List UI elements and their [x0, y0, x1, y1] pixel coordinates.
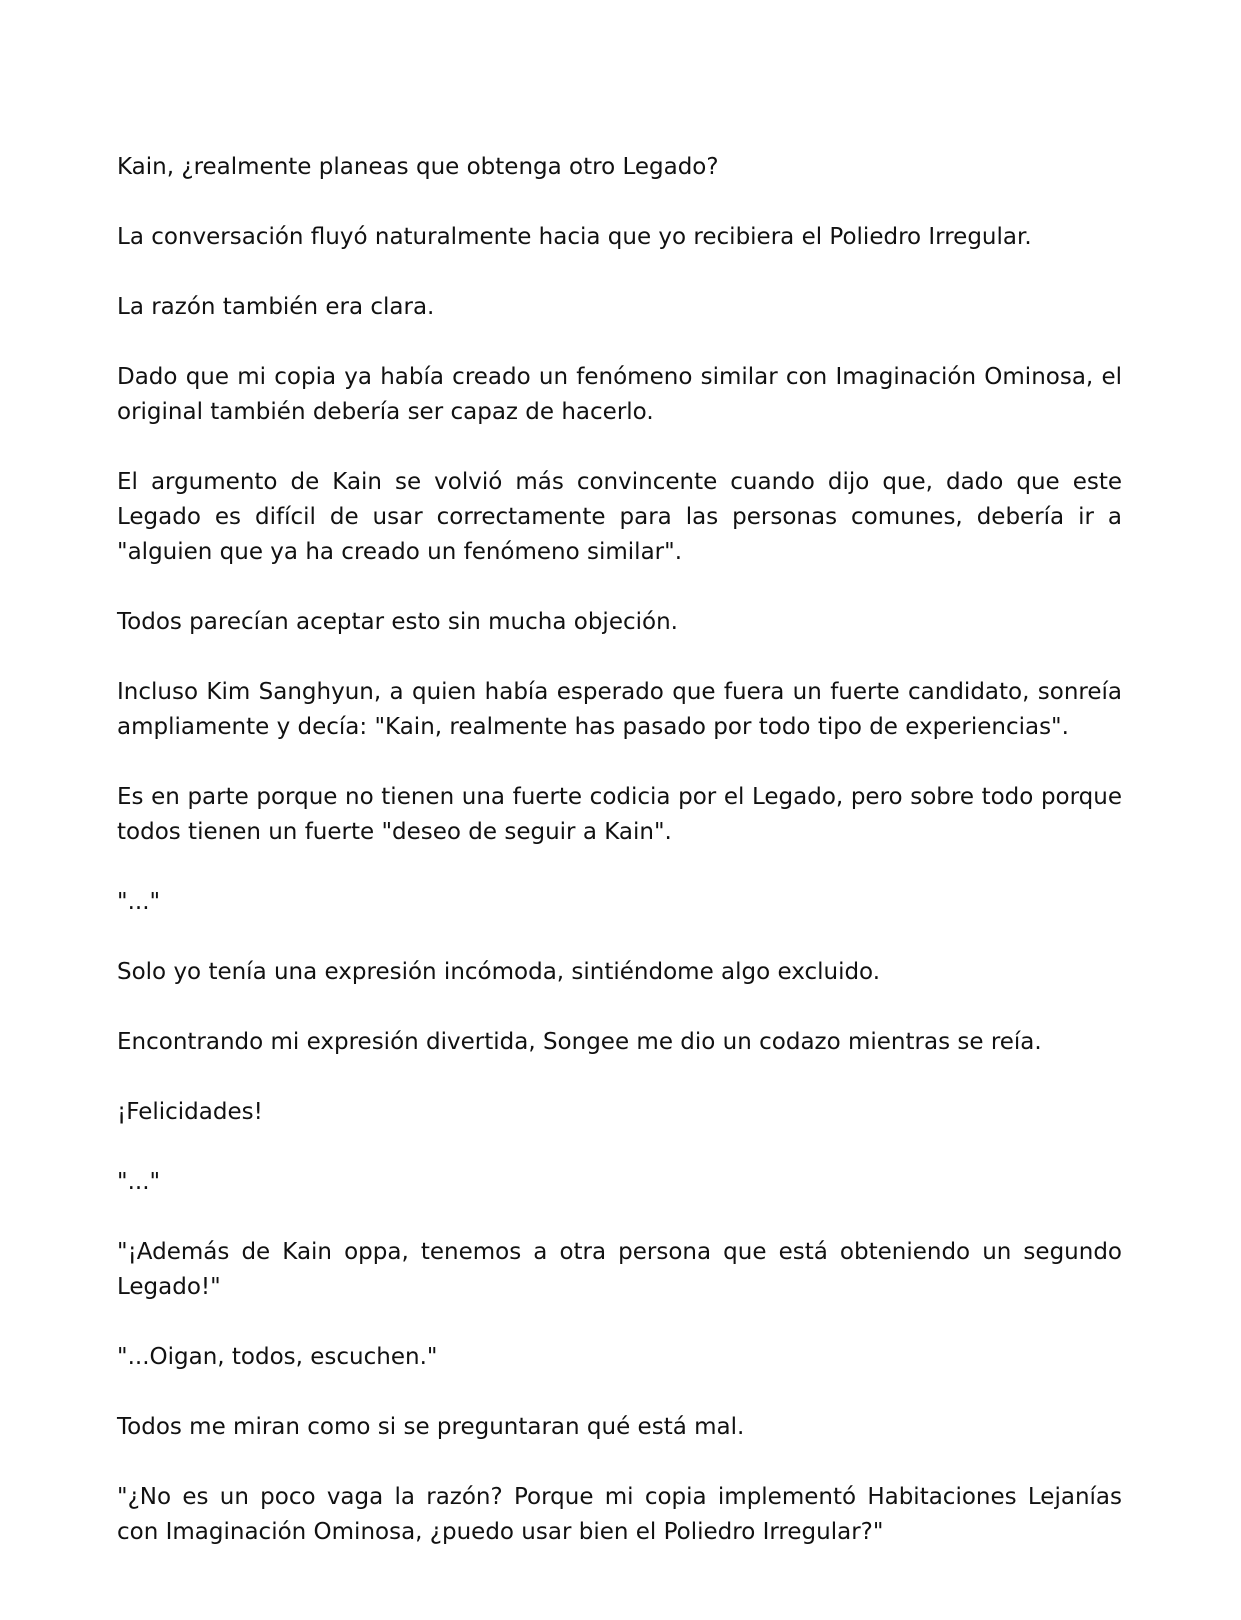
- paragraph: Todos parecían aceptar esto sin mucha objeción.: [117, 609, 678, 635]
- paragraph: La conversación fluyó naturalmente hacia que yo recibiera el Poliedro Irregular.: [117, 224, 1032, 250]
- paragraph: Es en parte porque no tienen una fuerte codicia por el Legado, pero sobre todo porque todos tienen un fuerte "deseo de seguir a Kain".: [117, 784, 1122, 845]
- paragraph: ¡Felicidades!: [117, 1099, 263, 1125]
- paragraph: "...": [117, 1169, 161, 1195]
- paragraph: La razón también era clara.: [117, 294, 435, 320]
- paragraph: Solo yo tenía una expresión incómoda, sintiéndome algo excluido.: [117, 959, 881, 985]
- paragraph: "...": [117, 889, 161, 915]
- document-body: [117, 150, 1122, 1585]
- paragraph: Encontrando mi expresión divertida, Songee me dio un codazo mientras se reía.: [117, 1029, 1042, 1055]
- paragraph: "¿No es un poco vaga la razón? Porque mi copia implementó Habitaciones Lejanías con Imaginación Ominosa, ¿puedo usar bien el Poliedro Irregular?": [117, 1484, 1122, 1545]
- paragraph: "...Oigan, todos, escuchen.": [117, 1344, 438, 1370]
- paragraph: Kain, ¿realmente planeas que obtenga otro Legado?: [117, 154, 719, 180]
- paragraph: "¡Además de Kain oppa, tenemos a otra persona que está obteniendo un segundo Legado!": [117, 1239, 1122, 1300]
- paragraph: Incluso Kim Sanghyun, a quien había esperado que fuera un fuerte candidato, sonreía ampliamente y decía: "Kain, realmente has pasado por todo tipo de experiencias".: [117, 679, 1122, 740]
- paragraph: El argumento de Kain se volvió más convincente cuando dijo que, dado que este Legado es difícil de usar correctamente para las personas comunes, debería ir a "alguien que ya ha creado un fenómeno similar".: [117, 469, 1122, 565]
- paragraph: Dado que mi copia ya había creado un fenómeno similar con Imaginación Ominosa, el original también debería ser capaz de hacerlo.: [117, 364, 1122, 425]
- paragraph: Todos me miran como si se preguntaran qué está mal.: [117, 1414, 745, 1440]
